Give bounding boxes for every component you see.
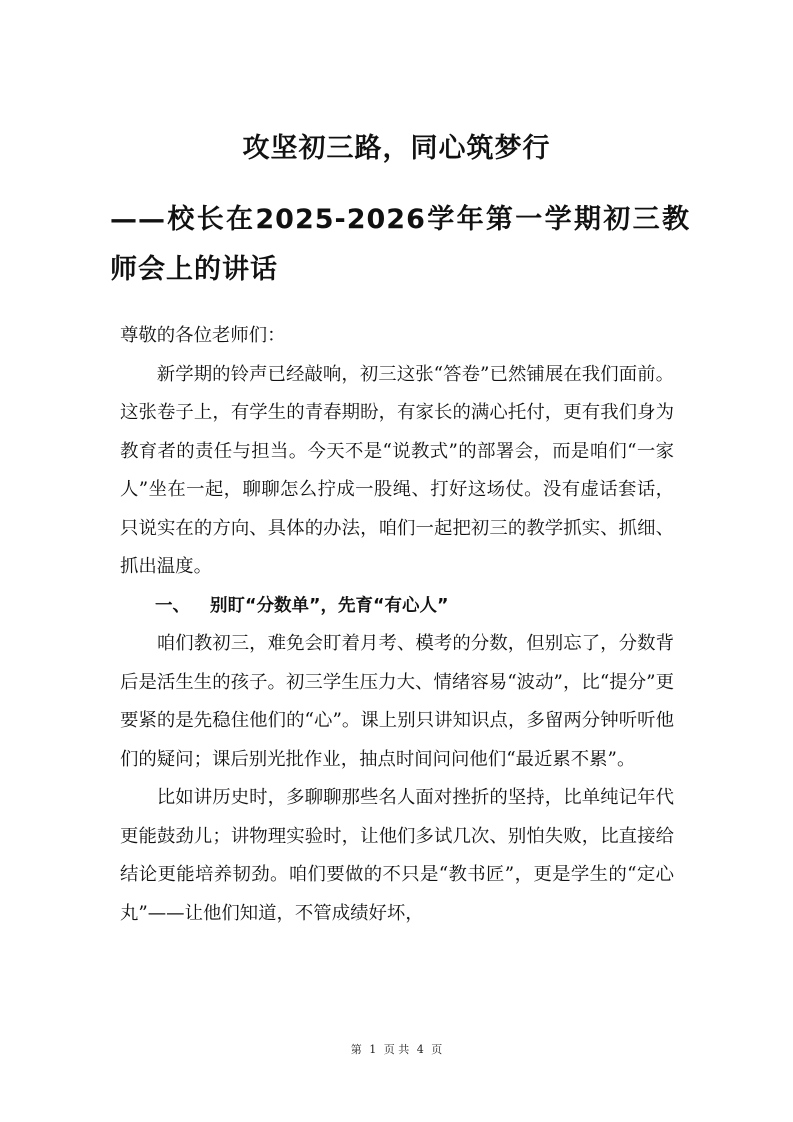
footer-total-pages: 4 <box>416 1043 424 1056</box>
paragraph-1: 新学期的铃声已经敲响，初三这张“答卷”已然铺展在我们面前。这张卷子上，有学生的青春期盼，有家长的满心托付，更有我们身为教育者的责任与担当。今天不是“说教式”的部署会，而是咱们“一家人”坐在一起，聊聊怎么拧成一股绳、打好这场仗。没有虚话套话，只说实在的方向、具体的办法，咱们一起把初三的教学抓实、抓细、抓出温度。 <box>120 363 674 577</box>
document-body <box>120 317 674 933</box>
salutation: 尊敬的各位老师们： <box>120 325 286 346</box>
paragraph-2: 咱们教初三，难免会盯着月考、模考的分数，但别忘了，分数背后是活生生的孩子。初三学生压力大、情绪容易“波动”，比“提分”更要紧的是先稳住他们的“心”。课上别只讲知识点，多留两分钟听听他们的疑问；课后别光批作业，抽点时间问问他们“最近累不累”。 <box>120 633 674 770</box>
footer-page-number: 1 <box>369 1043 377 1056</box>
section-number: 一、 <box>155 595 190 616</box>
section-title: 别盯“分数单”，先育“有心人” <box>210 595 449 616</box>
section-heading-1 <box>120 587 674 626</box>
page-footer <box>0 1041 793 1057</box>
document-subtitle: ——校长在2025-2026学年第一学期初三教师会上的讲话 <box>110 204 690 285</box>
footer-middle: 页 共 <box>383 1043 410 1056</box>
footer-prefix: 第 <box>350 1043 362 1056</box>
document-title: 攻坚初三路，同心筑梦行 <box>242 133 551 164</box>
paragraph-3: 比如讲历史时，多聊聊那些名人面对挫折的坚持，比单纯记年代更能鼓劲儿；讲物理实验时，让他们多试几次、别怕失败，比直接给结论更能培养韧劲。咱们要做的不只是“教书匠”，更是学生的“定心丸”——让他们知道，不管成绩好坏， <box>120 787 674 924</box>
footer-suffix: 页 <box>431 1043 443 1056</box>
